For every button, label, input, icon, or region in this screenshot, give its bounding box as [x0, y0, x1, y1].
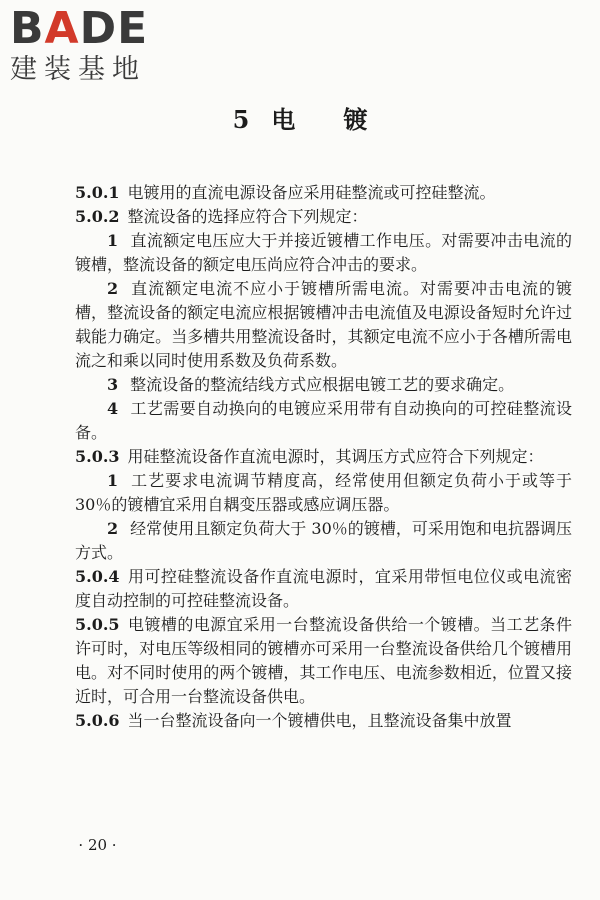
item-text: 工艺需要自动换向的电镀应采用带有自动换向的可控硅整流设备。 — [75, 399, 572, 442]
item-text: 工艺要求电流调节精度高，经常使用但额定负荷小于或等于 30％的镀槽宜采用自耦变压器或感应调压器。 — [75, 471, 572, 514]
clause-5-0-1 — [75, 181, 572, 205]
item-number: 2 — [107, 279, 119, 298]
logo-letter-b: B — [10, 3, 45, 54]
clause-number: 5.0.2 — [75, 207, 120, 226]
clause-text: 电镀槽的电源宜采用一台整流设备供给一个镀槽。当工艺条件许可时，对电压等级相同的镀槽亦可采用一台整流设备供给几个镀槽用电。对不同时使用的两个镀槽，其工作电压、电流参数相近，位置又接近时，可合用一台整流设备供电。 — [75, 615, 572, 706]
clause-5-0-3-item-2 — [75, 517, 572, 565]
clause-5-0-4 — [75, 565, 572, 613]
clause-text: 用可控硅整流设备作直流电源时，宜采用带恒电位仪或电流密度自动控制的可控硅整流设备。 — [75, 567, 572, 610]
document-body — [75, 181, 572, 733]
item-number: 2 — [107, 519, 119, 538]
page-number: · 20 · — [78, 836, 117, 854]
logo-subtitle: 建装基地 — [10, 54, 146, 85]
item-number: 1 — [107, 471, 119, 490]
item-number: 3 — [107, 375, 119, 394]
clause-number: 5.0.6 — [75, 711, 120, 730]
item-text: 经常使用且额定负荷大于 30％的镀槽，可采用饱和电抗器调压方式。 — [75, 519, 572, 562]
clause-5-0-2-item-4 — [75, 397, 572, 445]
section-number: 5 — [232, 105, 250, 134]
clause-text: 整流设备的选择应符合下列规定： — [127, 207, 368, 226]
clause-5-0-2-item-2 — [75, 277, 572, 373]
clause-text: 用硅整流设备作直流电源时，其调压方式应符合下列规定： — [127, 447, 544, 466]
logo-letters-de: DE — [79, 3, 149, 54]
bade-logo — [10, 3, 175, 86]
clause-5-0-3 — [75, 445, 572, 469]
clause-5-0-5 — [75, 613, 572, 709]
clause-5-0-6 — [75, 709, 572, 733]
section-title-word-1: 电 — [271, 105, 296, 134]
item-text: 直流额定电压应大于并接近镀槽工作电压。对需要冲击电流的镀槽，整流设备的额定电压尚应符合冲击的要求。 — [75, 231, 572, 274]
clause-number: 5.0.5 — [75, 615, 120, 634]
clause-number: 5.0.4 — [75, 567, 120, 586]
clause-number: 5.0.3 — [75, 447, 120, 466]
item-text: 直流额定电流不应小于镀槽所需电流。对需要冲击电流的镀槽，整流设备的额定电流应根据镀槽冲击电流值及电源设备短时允许过载能力确定。当多槽共用整流设备时，其额定电流不应小于各槽所需电流之和乘以同时使用系数及负荷系数。 — [75, 279, 572, 370]
clause-5-0-3-item-1 — [75, 469, 572, 517]
clause-text: 当一台整流设备向一个镀槽供电，且整流设备集中放置 — [127, 711, 512, 730]
clause-number: 5.0.1 — [75, 183, 120, 202]
clause-5-0-2-item-3 — [75, 373, 572, 397]
clause-5-0-2 — [75, 205, 572, 229]
section-title — [0, 100, 600, 135]
logo-letter-a: A — [44, 3, 80, 54]
item-number: 4 — [107, 399, 119, 418]
item-text: 整流设备的整流结线方式应根据电镀工艺的要求确定。 — [130, 375, 515, 394]
logo-wordmark — [10, 3, 175, 54]
section-title-word-2: 镀 — [343, 105, 368, 134]
clause-5-0-2-item-1 — [75, 229, 572, 277]
clause-text: 电镀用的直流电源设备应采用硅整流或可控硅整流。 — [127, 183, 496, 202]
item-number: 1 — [107, 231, 119, 250]
